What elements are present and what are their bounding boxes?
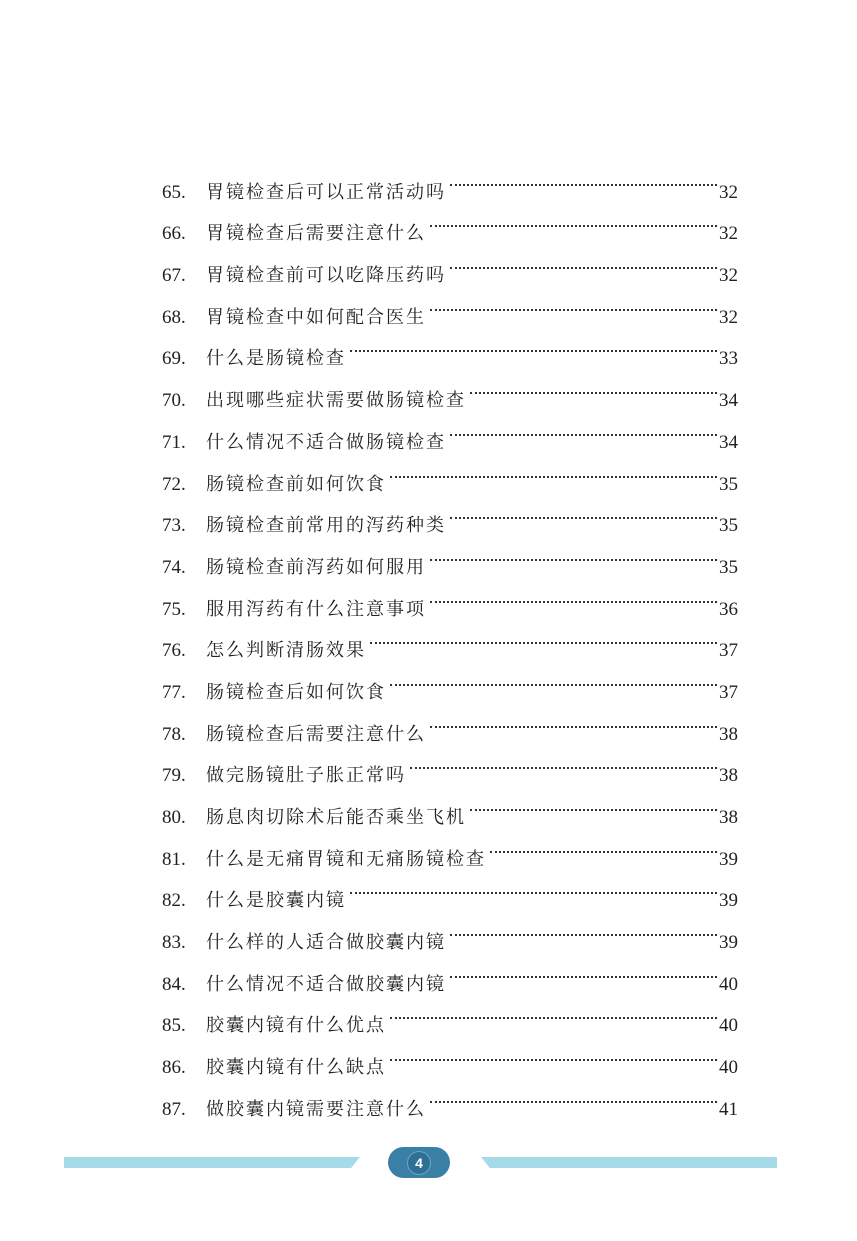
toc-dot-leader	[350, 323, 717, 365]
toc-entry-page: 40	[719, 1057, 738, 1079]
toc-entry-number: 86.	[162, 1057, 186, 1079]
toc-entry-page: 38	[719, 723, 738, 745]
toc-entry-title: 怎么判断清肠效果	[206, 640, 366, 662]
toc-dot-leader	[430, 1073, 717, 1115]
toc-entry-page: 39	[719, 890, 738, 912]
toc-entry-title: 胃镜检查前可以吃降压药吗	[206, 265, 446, 287]
toc-entry-page: 34	[719, 390, 738, 412]
toc-entry-title: 什么是胶囊内镜	[206, 890, 346, 912]
toc-entry-number: 77.	[162, 681, 186, 703]
toc-entry-number: 87.	[162, 1098, 186, 1120]
toc-entry-page: 39	[719, 932, 738, 954]
toc-entry-number: 84.	[162, 973, 186, 995]
toc-entry-title: 什么情况不适合做胶囊内镜	[206, 973, 446, 995]
toc-entry-number: 78.	[162, 723, 186, 745]
toc-dot-leader	[430, 531, 717, 573]
toc-entry-number: 73.	[162, 515, 186, 537]
toc-dot-leader	[390, 1031, 717, 1073]
toc-entry-page: 37	[719, 681, 738, 703]
toc-entry-title: 肠镜检查前常用的泻药种类	[206, 515, 446, 537]
toc-entry-page: 35	[719, 556, 738, 578]
toc-entry-number: 74.	[162, 556, 186, 578]
toc-dot-leader	[490, 823, 717, 865]
toc-entry-page: 40	[719, 1015, 738, 1037]
toc-dot-leader	[450, 239, 717, 281]
toc-dot-leader	[470, 364, 717, 406]
toc-dot-leader	[430, 573, 717, 615]
toc-entry-number: 66.	[162, 223, 186, 245]
toc-entry-title: 什么样的人适合做胶囊内镜	[206, 932, 446, 954]
toc-entry-title: 肠息肉切除术后能否乘坐飞机	[206, 807, 466, 828]
toc-entry-page: 36	[719, 598, 738, 620]
toc-entry-number: 69.	[162, 348, 186, 370]
toc-entry-title: 肠镜检查前如何饮食	[206, 473, 386, 495]
toc-entry-title: 肠镜检查后需要注意什么	[206, 723, 426, 745]
toc-dot-leader	[430, 198, 717, 240]
toc-dot-leader	[370, 615, 717, 657]
toc-entry-title: 胃镜检查后需要注意什么	[206, 223, 426, 245]
table-of-contents	[162, 156, 738, 1120]
toc-entry-page: 38	[719, 807, 738, 828]
toc-entry-number: 70.	[162, 390, 186, 412]
toc-entry-title: 什么是肠镜检查	[206, 348, 346, 370]
toc-entry-title: 胶囊内镜有什么优点	[206, 1015, 386, 1037]
toc-dot-leader	[350, 865, 717, 907]
toc-entry-number: 75.	[162, 598, 186, 620]
toc-entry-number: 81.	[162, 848, 186, 870]
toc-entry-page: 32	[719, 181, 738, 203]
toc-entry-number: 79.	[162, 765, 186, 787]
toc-entry-page: 35	[719, 515, 738, 537]
toc-entry-page: 32	[719, 265, 738, 287]
toc-entry-page: 40	[719, 973, 738, 995]
toc-entry-number: 76.	[162, 640, 186, 662]
toc-entry-page: 35	[719, 473, 738, 495]
toc-entry-page: 37	[719, 640, 738, 662]
toc-entry-number: 72.	[162, 473, 186, 495]
footer-decor-bar-right	[481, 1157, 777, 1168]
toc-entry[interactable]	[162, 156, 738, 203]
toc-entry-title: 服用泻药有什么注意事项	[206, 598, 426, 620]
toc-entry-page: 33	[719, 348, 738, 370]
toc-dot-leader	[450, 406, 717, 448]
toc-dot-leader	[450, 948, 717, 990]
toc-dot-leader	[450, 156, 717, 198]
toc-dot-leader	[390, 448, 717, 490]
toc-entry-number: 82.	[162, 890, 186, 912]
page-number: 4	[407, 1151, 431, 1175]
toc-entry-page: 41	[719, 1098, 738, 1120]
toc-entry-page: 39	[719, 848, 738, 870]
toc-entry-page: 32	[719, 306, 738, 328]
toc-entry-title: 肠镜检查前泻药如何服用	[206, 556, 426, 578]
toc-entry-title: 胶囊内镜有什么缺点	[206, 1057, 386, 1079]
toc-entry-title: 出现哪些症状需要做肠镜检查	[206, 390, 466, 412]
toc-dot-leader	[450, 906, 717, 948]
toc-dot-leader	[410, 740, 717, 782]
toc-entry-number: 67.	[162, 265, 186, 287]
toc-dot-leader	[470, 781, 717, 823]
toc-entry-number: 65.	[162, 181, 186, 203]
toc-entry-title: 胃镜检查后可以正常活动吗	[206, 181, 446, 203]
toc-entry-number: 68.	[162, 306, 186, 328]
toc-entry-title: 什么情况不适合做肠镜检查	[206, 431, 446, 453]
toc-entry-page: 34	[719, 431, 738, 453]
toc-entry-title: 肠镜检查后如何饮食	[206, 681, 386, 703]
toc-entry-number: 83.	[162, 932, 186, 954]
footer-decor-bar-left	[64, 1157, 360, 1168]
toc-entry-page: 38	[719, 765, 738, 787]
toc-entry-title: 做完肠镜肚子胀正常吗	[206, 765, 406, 787]
toc-entry-number: 85.	[162, 1015, 186, 1037]
toc-dot-leader	[430, 698, 717, 740]
toc-entry-page: 32	[719, 223, 738, 245]
toc-dot-leader	[390, 656, 717, 698]
toc-entry-title: 做胶囊内镜需要注意什么	[206, 1098, 426, 1120]
toc-dot-leader	[430, 281, 717, 323]
toc-dot-leader	[450, 490, 717, 532]
toc-entry-title: 什么是无痛胃镜和无痛肠镜检查	[206, 848, 486, 870]
toc-entry-title: 胃镜检查中如何配合医生	[206, 306, 426, 328]
toc-entry-number: 80.	[162, 807, 186, 828]
toc-entry-number: 71.	[162, 431, 186, 453]
page-number-badge	[388, 1147, 450, 1178]
toc-dot-leader	[390, 990, 717, 1032]
